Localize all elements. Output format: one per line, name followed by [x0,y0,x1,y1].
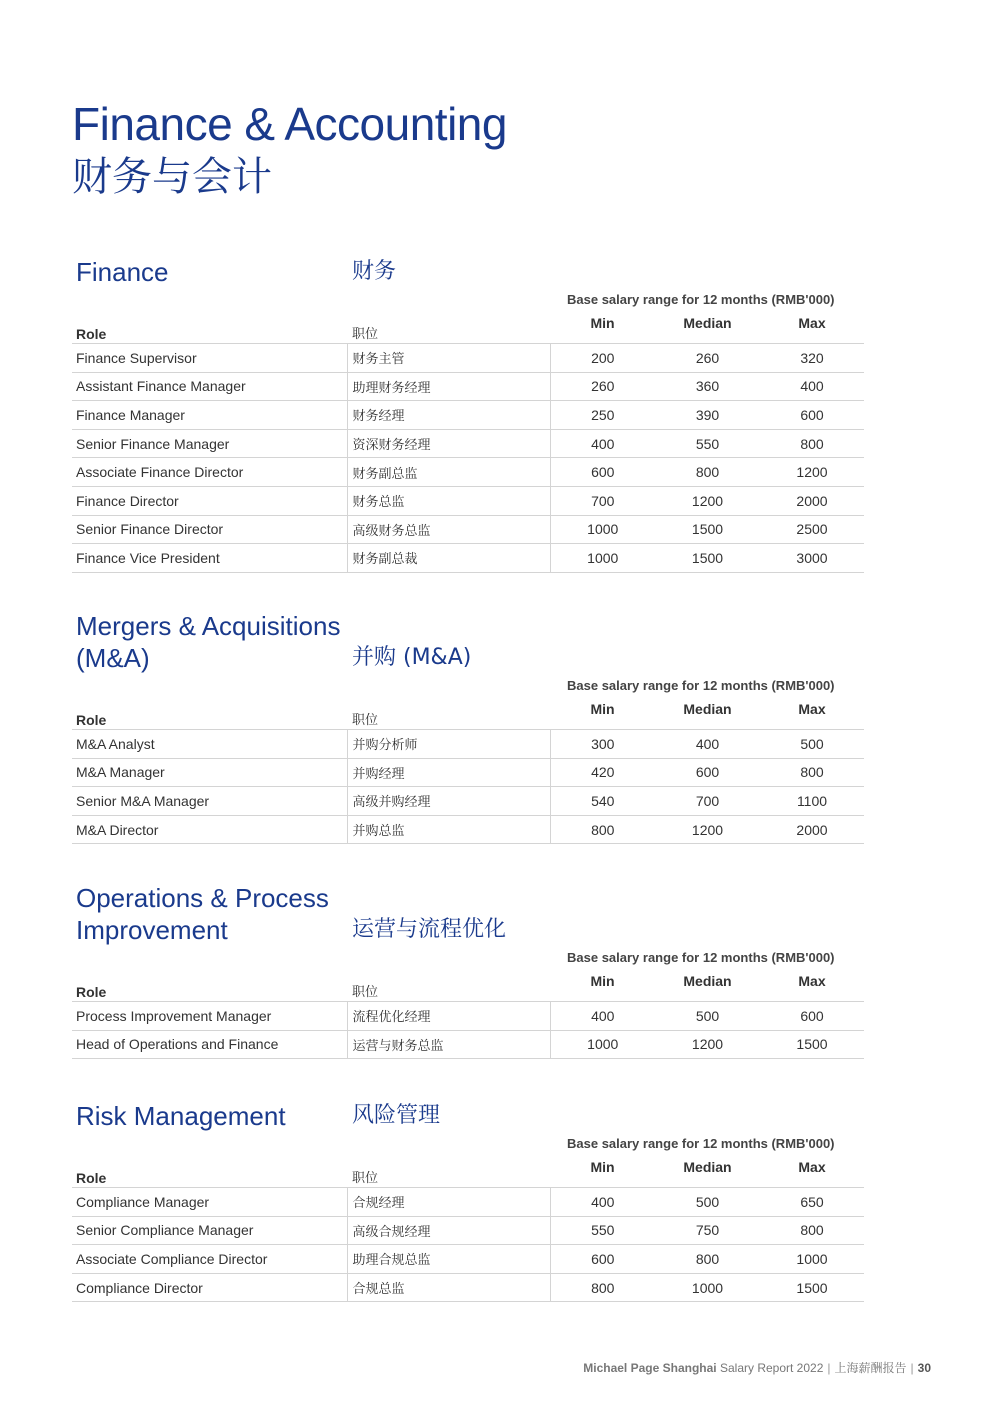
table-header-row [72,972,864,1002]
min-cell: 800 [550,815,655,844]
role-cn-cell: 财务副总裁 [347,544,550,573]
min-cell: 400 [550,1002,655,1031]
table-row [72,344,864,373]
min-cell: 300 [550,730,655,759]
median-header: Median [655,700,760,730]
max-cell: 600 [760,401,864,430]
role-cn-cell: 高级合规经理 [347,1216,550,1245]
role-cn-cell: 并购经理 [347,758,550,787]
max-cell: 400 [760,372,864,401]
page-number: 30 [917,1361,931,1375]
max-cell: 800 [760,429,864,458]
salary-table [72,700,864,844]
max-cell: 800 [760,758,864,787]
max-header: Max [760,314,864,344]
role-cn-cell: 并购分析师 [347,730,550,759]
min-cell: 600 [550,458,655,487]
table-header-row [72,1158,864,1188]
role-cell: Finance Director [72,486,347,515]
min-cell: 400 [550,429,655,458]
max-cell: 1500 [760,1030,864,1059]
footer-separator: | [910,1361,914,1375]
median-cell: 1500 [655,544,760,573]
table-subtitle: Base salary range for 12 months (RMB'000) [567,292,835,307]
salary-table [72,1158,864,1302]
median-cell: 1200 [655,1030,760,1059]
min-header: Min [550,314,655,344]
table-row [72,1273,864,1302]
median-cell: 1200 [655,486,760,515]
role-cell: Senior Finance Manager [72,429,347,458]
role-header: Role [72,700,347,730]
section-title: Operations & Process [76,883,329,913]
min-cell: 1000 [550,515,655,544]
min-cell: 1000 [550,1030,655,1059]
page-footer [0,1359,931,1376]
min-header: Min [550,700,655,730]
min-cell: 1000 [550,544,655,573]
max-cell: 1000 [760,1245,864,1274]
table-row [72,515,864,544]
role-cn-cell: 高级并购经理 [347,787,550,816]
median-cell: 500 [655,1188,760,1217]
role-cn-header: 职位 [347,314,550,344]
role-cell: Senior Compliance Manager [72,1216,347,1245]
table-subtitle: Base salary range for 12 months (RMB'000) [567,678,835,693]
median-header: Median [655,314,760,344]
role-cell: M&A Manager [72,758,347,787]
min-cell: 540 [550,787,655,816]
role-cn-header: 职位 [347,972,550,1002]
median-header: Median [655,1158,760,1188]
median-cell: 750 [655,1216,760,1245]
max-cell: 600 [760,1002,864,1031]
table-row [72,486,864,515]
min-cell: 600 [550,1245,655,1274]
role-header: Role [72,972,347,1002]
table-subtitle: Base salary range for 12 months (RMB'000) [567,1136,835,1151]
table-row [72,1002,864,1031]
median-cell: 800 [655,1245,760,1274]
role-cn-cell: 高级财务总监 [347,515,550,544]
section-title: Finance [76,257,169,287]
median-cell: 360 [655,372,760,401]
page-title: Finance & Accounting [72,98,507,150]
role-cell: Associate Finance Director [72,458,347,487]
role-cn-header: 职位 [347,700,550,730]
role-cn-cell: 流程优化经理 [347,1002,550,1031]
role-cn-header: 职位 [347,1158,550,1188]
min-cell: 800 [550,1273,655,1302]
median-cell: 400 [655,730,760,759]
role-cell: Finance Supervisor [72,344,347,373]
section-title: Mergers & Acquisitions [76,611,341,641]
salary-table [72,314,864,573]
role-cn-cell: 助理财务经理 [347,372,550,401]
footer-brand: Michael Page Shanghai [583,1361,717,1375]
median-cell: 600 [655,758,760,787]
max-cell: 2500 [760,515,864,544]
table-row [72,544,864,573]
page-title-cn: 财务与会计 [72,154,272,200]
role-cell: Assistant Finance Manager [72,372,347,401]
max-header: Max [760,972,864,1002]
role-cn-cell: 并购总监 [347,815,550,844]
min-cell: 200 [550,344,655,373]
role-cn-cell: 合规经理 [347,1188,550,1217]
min-cell: 550 [550,1216,655,1245]
table-row [72,815,864,844]
table-row [72,1188,864,1217]
role-cell: Senior M&A Manager [72,787,347,816]
role-header: Role [72,314,347,344]
table-row [72,1030,864,1059]
role-cell: Associate Compliance Director [72,1245,347,1274]
role-header: Role [72,1158,347,1188]
max-cell: 2000 [760,486,864,515]
role-cell: Finance Manager [72,401,347,430]
max-cell: 2000 [760,815,864,844]
min-cell: 260 [550,372,655,401]
median-cell: 700 [655,787,760,816]
salary-table [72,972,864,1059]
max-cell: 1100 [760,787,864,816]
table-row [72,458,864,487]
role-cn-cell: 财务总监 [347,486,550,515]
section-title-cn: 运营与流程优化 [352,917,507,942]
role-cn-cell: 运营与财务总监 [347,1030,550,1059]
median-cell: 500 [655,1002,760,1031]
median-cell: 800 [655,458,760,487]
max-cell: 800 [760,1216,864,1245]
table-row [72,1245,864,1274]
max-cell: 500 [760,730,864,759]
table-row [72,787,864,816]
min-cell: 250 [550,401,655,430]
role-cn-cell: 财务经理 [347,401,550,430]
min-cell: 420 [550,758,655,787]
section-title-cn: 风险管理 [352,1103,441,1128]
table-row [72,401,864,430]
min-cell: 400 [550,1188,655,1217]
table-row [72,372,864,401]
max-cell: 3000 [760,544,864,573]
role-cn-cell: 合规总监 [347,1273,550,1302]
section-title-cn: 财务 [352,259,397,284]
role-cn-cell: 助理合规总监 [347,1245,550,1274]
table-row [72,429,864,458]
max-header: Max [760,700,864,730]
table-row [72,730,864,759]
role-cell: M&A Analyst [72,730,347,759]
max-cell: 1500 [760,1273,864,1302]
median-cell: 1200 [655,815,760,844]
median-cell: 260 [655,344,760,373]
role-cell: Senior Finance Director [72,515,347,544]
min-cell: 700 [550,486,655,515]
role-cell: Head of Operations and Finance [72,1030,347,1059]
max-header: Max [760,1158,864,1188]
table-header-row [72,700,864,730]
section-title-line2: Improvement [76,915,228,945]
footer-report: Salary Report 2022 [719,1361,824,1375]
table-row [72,1216,864,1245]
role-cell: M&A Director [72,815,347,844]
section-title-cn: 并购 (M&A) [352,645,472,670]
section-title: Risk Management [76,1101,286,1131]
max-cell: 1200 [760,458,864,487]
table-subtitle: Base salary range for 12 months (RMB'000) [567,950,835,965]
section-title-line2: (M&A) [76,643,150,673]
role-cell: Process Improvement Manager [72,1002,347,1031]
median-header: Median [655,972,760,1002]
role-cell: Compliance Director [72,1273,347,1302]
role-cell: Finance Vice President [72,544,347,573]
role-cn-cell: 财务副总监 [347,458,550,487]
role-cn-cell: 资深财务经理 [347,429,550,458]
max-cell: 320 [760,344,864,373]
table-header-row [72,314,864,344]
role-cn-cell: 财务主管 [347,344,550,373]
footer-report-cn: 上海薪酬报告 [834,1361,907,1375]
median-cell: 550 [655,429,760,458]
footer-separator: | [827,1361,831,1375]
median-cell: 1500 [655,515,760,544]
table-row [72,758,864,787]
min-header: Min [550,1158,655,1188]
median-cell: 1000 [655,1273,760,1302]
role-cell: Compliance Manager [72,1188,347,1217]
min-header: Min [550,972,655,1002]
median-cell: 390 [655,401,760,430]
max-cell: 650 [760,1188,864,1217]
